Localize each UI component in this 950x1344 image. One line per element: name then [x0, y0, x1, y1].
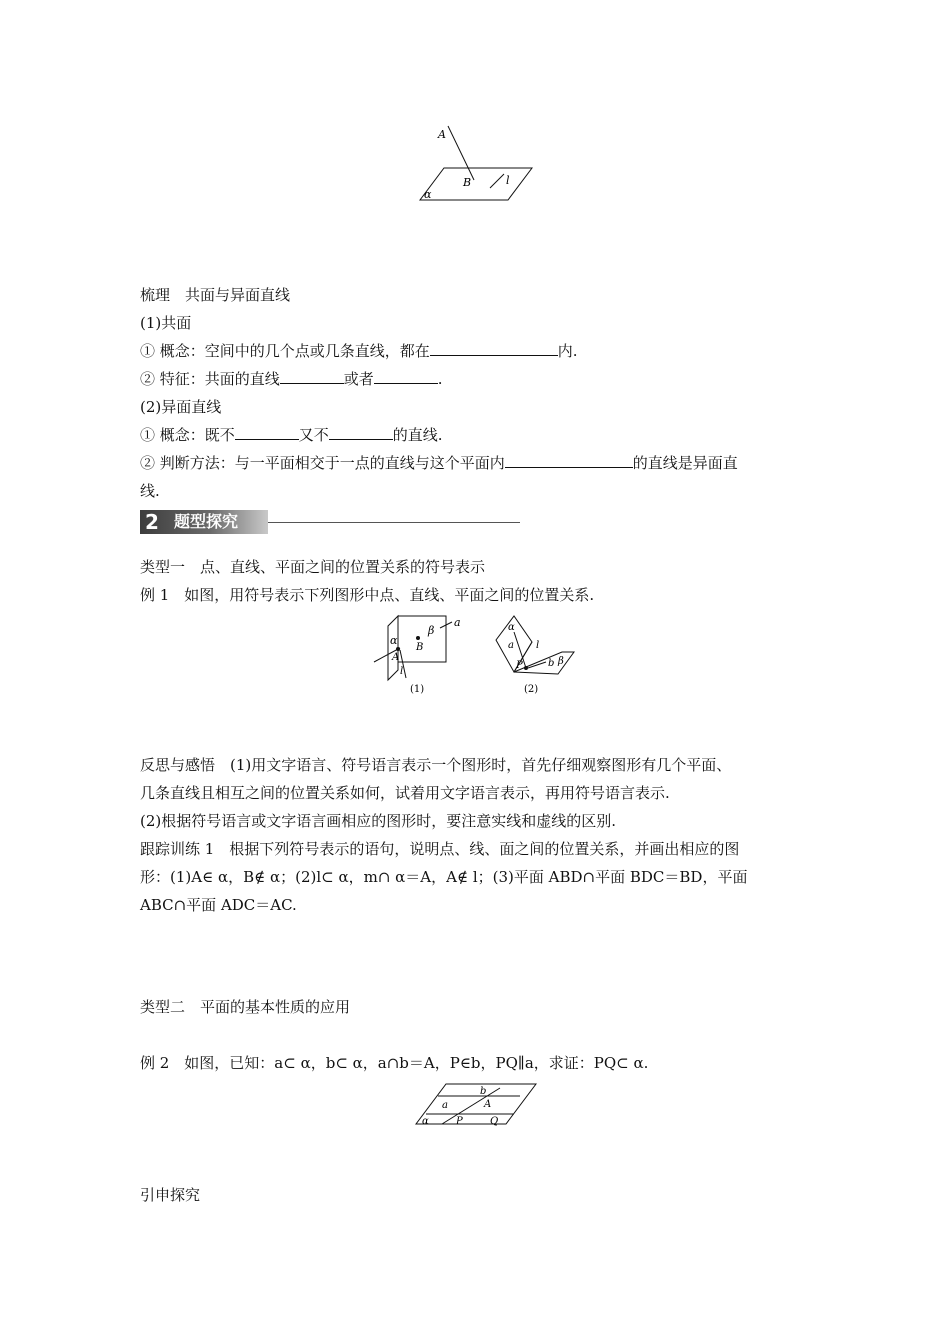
skew-title: (2)异面直线 — [140, 398, 222, 416]
skew-judge — [140, 452, 738, 474]
reflect-line-1: 反思与感悟 (1)用文字语言、符号语言表示一个图形时，首先仔细观察图形有几个平面、 — [140, 756, 732, 774]
label-B: B — [463, 176, 472, 189]
label-alpha: α — [508, 622, 515, 633]
label-a: a — [442, 1100, 448, 1111]
example1: 例 1 如图，用符号表示下列图形中点、直线、平面之间的位置关系. — [140, 586, 595, 604]
banner-rule — [268, 522, 520, 523]
answer-blank[interactable] — [374, 369, 438, 384]
section-title: 题型探究 — [174, 512, 239, 531]
coplanar-title: (1)共面 — [140, 314, 192, 332]
label-beta: β — [428, 624, 435, 637]
answer-blank[interactable] — [280, 369, 344, 384]
text: 或者 — [343, 370, 374, 388]
label-a: a — [454, 616, 461, 629]
figure-example-2 — [414, 1082, 538, 1128]
label-P: P — [516, 660, 523, 671]
reflect-line-3: (2)根据符号语言或文字语言画相应的图形时，要注意实线和虚线的区别. — [140, 812, 617, 830]
label-l: l — [506, 174, 510, 187]
train-line-2: 形：(1)A∈ α，B∉ α；(2)l⊂ α，m∩ α＝A，A∉ l；(3)平面 ABD∩平面 BDC＝BD，平面 — [140, 868, 748, 886]
point-B — [416, 636, 420, 640]
caption: (2) — [524, 684, 539, 695]
skew-concept — [140, 424, 443, 446]
text: 的直线. — [392, 426, 443, 444]
coplanar-feature — [140, 368, 443, 390]
figure-line-plane — [410, 122, 540, 204]
summary-heading: 梳理 共面与异面直线 — [140, 286, 291, 304]
plane-beta — [398, 616, 446, 662]
label-b: b — [480, 1086, 487, 1097]
text: 的直线是异面直 — [632, 454, 738, 472]
answer-blank[interactable] — [505, 453, 633, 468]
type2-heading: 类型二 平面的基本性质的应用 — [140, 998, 351, 1016]
train-line-1: 跟踪训练 1 根据下列符号表示的语句，说明点、线、面之间的位置关系，并画出相应的图 — [140, 840, 740, 858]
example2: 例 2 如图，已知：a⊂ α，b⊂ α，a∩b＝A，P∈b，PQ∥a，求证：PQ⊂ α. — [140, 1054, 649, 1072]
label-A: A — [392, 652, 400, 663]
label-beta: β — [558, 656, 564, 667]
label-A: A — [438, 128, 446, 141]
plane-alpha — [420, 168, 532, 200]
text: 内. — [557, 342, 578, 360]
type1-heading: 类型一 点、直线、平面之间的位置关系的符号表示 — [140, 558, 486, 576]
line-AB — [448, 126, 474, 180]
answer-blank[interactable] — [329, 425, 393, 440]
label-l: l — [536, 640, 540, 651]
label-alpha: α — [422, 1116, 429, 1127]
text: ① 概念：空间中的几个点或几条直线，都在 — [140, 342, 430, 360]
extend-heading: 引申探究 — [140, 1186, 201, 1204]
answer-blank[interactable] — [430, 341, 558, 356]
text: 又不 — [298, 426, 329, 444]
text: ① 概念：既不 — [140, 426, 235, 444]
label-alpha: α — [424, 188, 432, 201]
skew-judge-cont: 线. — [140, 482, 160, 500]
label-B: B — [416, 642, 424, 653]
label-P: P — [456, 1116, 463, 1127]
label-A: A — [484, 1099, 492, 1110]
plane-alpha — [416, 1084, 536, 1124]
label-a: a — [508, 640, 514, 651]
label-alpha: α — [390, 634, 398, 647]
text: ② 判断方法：与一平面相交于一点的直线与这个平面内 — [140, 454, 505, 472]
section-banner — [140, 510, 520, 534]
label-b: b — [548, 658, 555, 669]
section-number: 2 — [145, 510, 159, 534]
coplanar-concept — [140, 340, 578, 362]
label-l: l — [400, 666, 404, 677]
answer-blank[interactable] — [235, 425, 299, 440]
text: . — [437, 370, 443, 388]
point-A — [396, 647, 400, 651]
train-line-3: ABC∩平面 ADC＝AC. — [140, 896, 297, 914]
figure-2 — [490, 612, 585, 698]
text: ② 特征：共面的直线 — [140, 370, 280, 388]
figure-1 — [370, 612, 470, 698]
line-l — [490, 174, 504, 188]
reflect-line-2: 几条直线且相互之间的位置关系如何，试着用文字语言表示，再用符号语言表示. — [140, 784, 670, 802]
caption: (1) — [410, 684, 425, 695]
point-P — [524, 666, 528, 670]
label-Q: Q — [490, 1116, 499, 1127]
